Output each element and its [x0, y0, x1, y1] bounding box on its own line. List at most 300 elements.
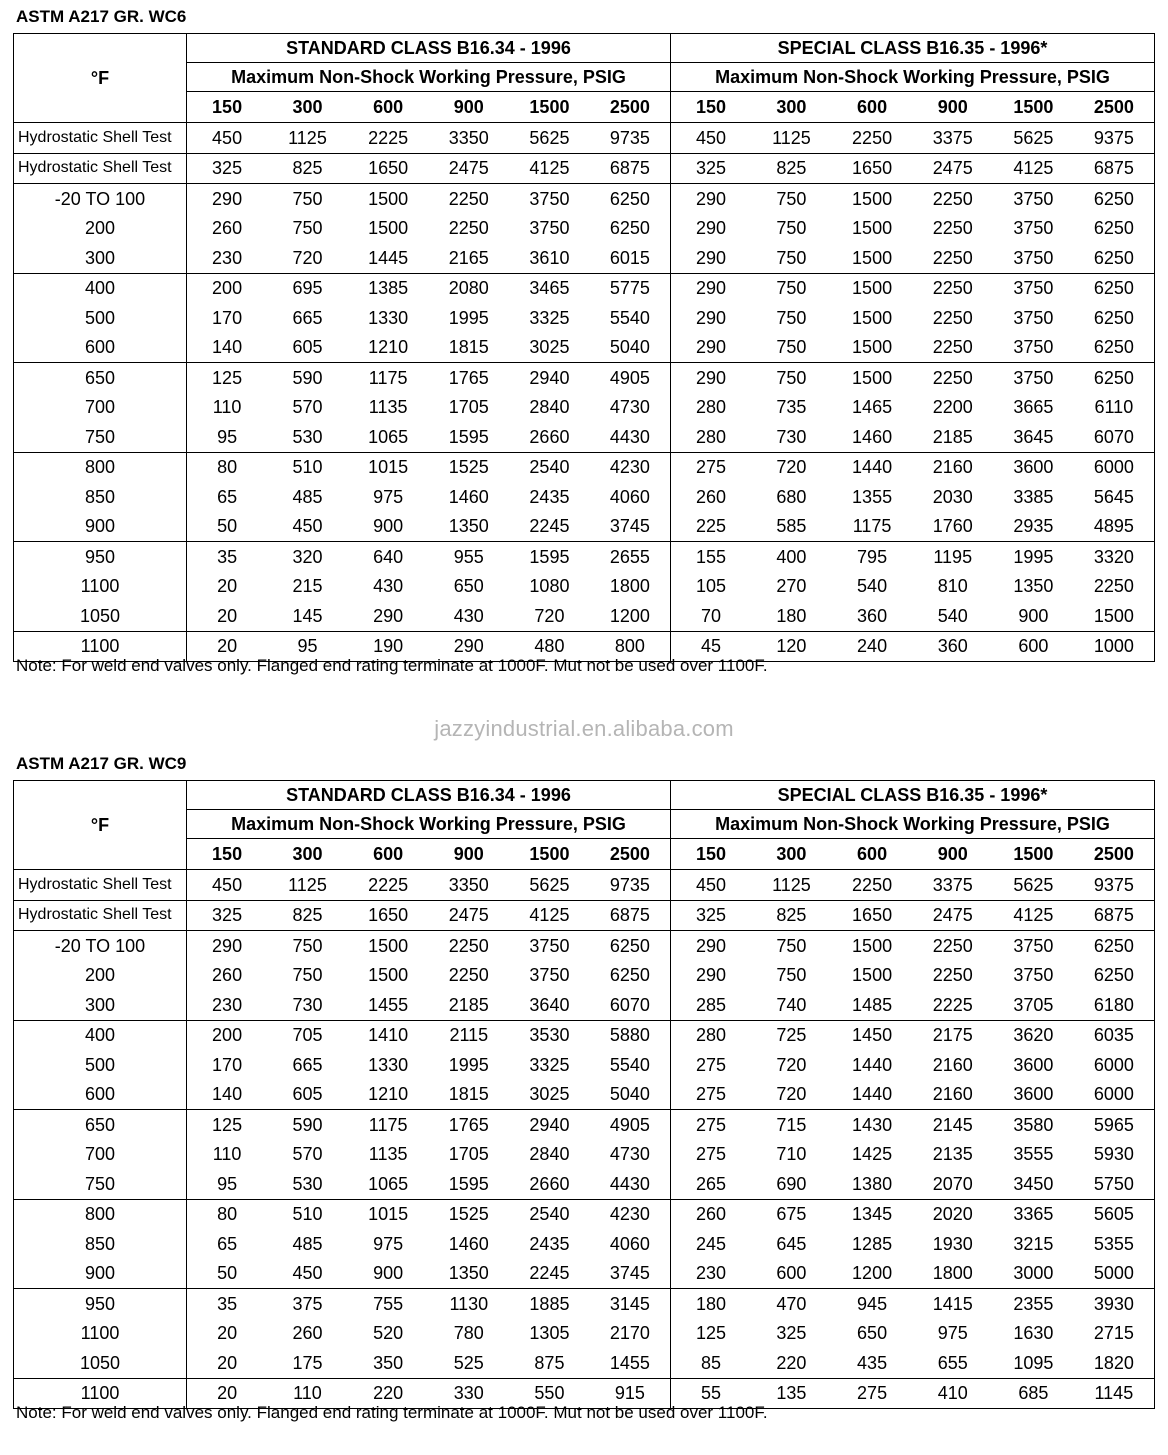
cell-spe-150: 290	[670, 333, 751, 363]
cell-spe-600: 1440	[852, 457, 893, 478]
cell-std-900: 2185	[428, 990, 509, 1020]
cell-std-150: 50	[187, 1259, 268, 1289]
cell-spe-2500: 6250	[1074, 931, 1155, 961]
cell-std-1500: 2245	[509, 512, 590, 542]
class-header-std-150: 150	[187, 839, 268, 870]
cell-spe-2500: 5750	[1074, 1169, 1155, 1199]
row-label: -20 TO 100	[14, 931, 187, 961]
cell-std-900: 1350	[428, 1259, 509, 1289]
cell-std-600: 1650	[348, 900, 429, 931]
cell-std-300: 375	[292, 1293, 323, 1314]
cell-std-2500: 800	[614, 636, 645, 657]
class-header-spe-900: 900	[912, 92, 993, 123]
cell-std-600: 220	[373, 1383, 404, 1404]
cell-std-1500: 3750	[529, 188, 570, 209]
cell-spe-150: 275	[670, 452, 751, 482]
cell-spe-300: 470	[776, 1293, 807, 1314]
cell-std-900: 2250	[448, 965, 489, 986]
cell-std-300: 720	[267, 243, 348, 273]
cell-spe-2500: 1820	[1074, 1348, 1155, 1378]
cell-spe-150: 280	[670, 422, 751, 452]
cell-spe-1500: 600	[1018, 636, 1049, 657]
cell-std-900: 1995	[448, 1054, 489, 1075]
cell-spe-150: 275	[670, 1140, 751, 1170]
table-row	[14, 1140, 1155, 1170]
cell-std-300: 695	[292, 278, 323, 299]
cell-std-300: 730	[267, 990, 348, 1020]
cell-std-2500: 4430	[590, 1169, 671, 1199]
cell-spe-1500: 3750	[993, 243, 1074, 273]
cell-spe-150: 260	[670, 1199, 751, 1229]
cell-spe-1500: 4125	[993, 900, 1074, 931]
cell-std-600: 1500	[368, 218, 409, 239]
cell-spe-600: 275	[857, 1383, 888, 1404]
group-header-special: SPECIAL CLASS B16.35 - 1996*	[670, 781, 1154, 810]
cell-spe-600: 1430	[852, 1114, 893, 1135]
cell-std-600: 1385	[368, 278, 409, 299]
cell-spe-2500: 6250	[1074, 961, 1155, 991]
group-header-standard: STANDARD CLASS B16.34 - 1996	[187, 781, 671, 810]
cell-spe-2500: 1000	[1074, 631, 1155, 662]
cell-std-1500: 3025	[509, 1080, 590, 1110]
cell-std-2500: 4230	[609, 457, 650, 478]
table-note: Note: For weld end valves only. Flanged end rating terminate at 1000F. Mut not be used over 1100F.	[16, 1403, 768, 1422]
cell-spe-1500: 1095	[993, 1348, 1074, 1378]
cell-spe-1500: 3555	[1013, 1144, 1054, 1165]
cell-std-900: 2250	[448, 935, 489, 956]
table-row	[14, 1319, 1155, 1349]
cell-std-600: 1210	[348, 1080, 429, 1110]
cell-spe-150: 450	[670, 870, 751, 901]
row-label: 900	[14, 512, 187, 542]
table-row	[14, 214, 1155, 244]
row-label: 400	[14, 273, 187, 303]
cell-spe-150: 290	[670, 214, 751, 244]
cell-spe-2500: 6250	[1074, 303, 1155, 333]
cell-std-900: 1995	[448, 307, 489, 328]
cell-std-600: 290	[348, 601, 429, 631]
cell-spe-900: 2020	[932, 1204, 973, 1225]
cell-std-600: 1410	[368, 1025, 409, 1046]
cell-std-1500: 480	[534, 636, 565, 657]
cell-std-900: 3350	[428, 870, 509, 901]
cell-std-1500: 2245	[509, 1259, 590, 1289]
row-label: 400	[14, 1020, 187, 1050]
cell-std-900: 430	[428, 601, 509, 631]
subheader-special: Maximum Non-Shock Working Pressure, PSIG	[670, 63, 1154, 92]
cell-spe-300: 725	[776, 1025, 807, 1046]
cell-spe-600: 540	[857, 576, 888, 597]
cell-std-300: 750	[292, 965, 323, 986]
cell-spe-600: 1500	[852, 935, 893, 956]
row-label: 650	[14, 363, 187, 393]
cell-spe-300: 1125	[751, 870, 832, 901]
cell-spe-1500: 3600	[1013, 457, 1054, 478]
cell-std-300: 510	[292, 457, 323, 478]
cell-std-150: 95	[187, 1169, 268, 1199]
watermark: jazzyindustrial.en.alibaba.com	[434, 716, 734, 741]
cell-std-600: 1065	[348, 422, 429, 452]
cell-spe-150: 280	[670, 393, 751, 423]
class-header-spe-600: 600	[832, 92, 913, 123]
cell-spe-2500: 6000	[1074, 1050, 1155, 1080]
cell-std-900: 650	[453, 576, 484, 597]
cell-std-900: 290	[453, 636, 484, 657]
table-row	[14, 153, 1155, 184]
row-label: Hydrostatic Shell Test	[14, 870, 187, 901]
cell-std-2500: 3745	[590, 1259, 671, 1289]
row-label: 1050	[14, 1348, 187, 1378]
cell-std-1500: 2435	[529, 486, 570, 507]
cell-spe-1500: 3750	[1013, 218, 1054, 239]
cell-std-150: 260	[187, 961, 268, 991]
class-header-spe-600: 600	[832, 839, 913, 870]
cell-std-900: 330	[453, 1383, 484, 1404]
cell-spe-300: 220	[751, 1348, 832, 1378]
table-row	[14, 572, 1155, 602]
cell-std-300: 750	[292, 188, 323, 209]
cell-spe-150: 290	[670, 961, 751, 991]
row-label: 800	[14, 452, 187, 482]
row-label: 500	[14, 303, 187, 333]
class-header-std-900: 900	[428, 92, 509, 123]
cell-spe-900: 2185	[912, 422, 993, 452]
cell-std-600: 900	[348, 512, 429, 542]
table-title: ASTM A217 GR. WC6	[16, 7, 187, 26]
cell-std-600: 1015	[368, 457, 409, 478]
cell-std-600: 640	[373, 546, 404, 567]
cell-spe-150: 290	[670, 303, 751, 333]
row-label: 950	[14, 542, 187, 572]
table-row	[14, 1169, 1155, 1199]
cell-std-150: 200	[187, 1020, 268, 1050]
cell-spe-150: 290	[670, 184, 751, 214]
cell-spe-150: 290	[670, 931, 751, 961]
class-header-spe-2500: 2500	[1074, 839, 1155, 870]
cell-spe-600: 2250	[832, 870, 913, 901]
cell-spe-2500: 6875	[1074, 900, 1155, 931]
cell-spe-1500: 3645	[993, 422, 1074, 452]
subheader-standard: Maximum Non-Shock Working Pressure, PSIG	[187, 810, 671, 839]
cell-spe-900: 2250	[932, 218, 973, 239]
cell-spe-2500: 6070	[1074, 422, 1155, 452]
row-label: Hydrostatic Shell Test	[14, 900, 187, 931]
cell-std-1500: 1080	[529, 576, 570, 597]
cell-spe-900: 2160	[912, 1080, 993, 1110]
table-row	[14, 1289, 1155, 1319]
class-header-spe-150: 150	[670, 839, 751, 870]
cell-spe-300: 735	[776, 397, 807, 418]
cell-std-1500: 3750	[529, 218, 570, 239]
cell-spe-300: 720	[776, 1054, 807, 1075]
cell-spe-900: 2250	[912, 243, 993, 273]
cell-std-2500: 4230	[609, 1204, 650, 1225]
cell-spe-1500: 3750	[1013, 965, 1054, 986]
cell-spe-300: 750	[751, 243, 832, 273]
cell-std-1500: 2435	[529, 1233, 570, 1254]
class-header-std-300: 300	[267, 839, 348, 870]
cell-spe-2500: 6250	[1074, 273, 1155, 303]
cell-spe-150: 70	[670, 601, 751, 631]
cell-std-1500: 3025	[509, 333, 590, 363]
cell-std-900: 2115	[449, 1025, 489, 1046]
cell-spe-150: 45	[670, 631, 751, 662]
table-row	[14, 303, 1155, 333]
table-row	[14, 482, 1155, 512]
cell-spe-150: 260	[670, 482, 751, 512]
cell-spe-2500: 6250	[1074, 333, 1155, 363]
cell-spe-600: 1500	[852, 965, 893, 986]
cell-spe-150: 450	[670, 123, 751, 154]
cell-std-150: 450	[187, 123, 268, 154]
row-label: 700	[14, 393, 187, 423]
cell-std-2500: 4060	[609, 1233, 650, 1254]
cell-spe-600: 2250	[832, 123, 913, 154]
cell-std-600: 975	[373, 486, 404, 507]
cell-std-300: 665	[292, 307, 323, 328]
unit-symbol: °F	[14, 781, 187, 870]
cell-std-2500: 5540	[609, 1054, 650, 1075]
cell-spe-2500: 6250	[1074, 363, 1155, 393]
cell-std-150: 125	[187, 363, 268, 393]
cell-spe-2500: 5930	[1074, 1140, 1155, 1170]
cell-std-900: 1130	[449, 1293, 489, 1314]
cell-std-1500: 3750	[529, 965, 570, 986]
cell-spe-2500: 2715	[1074, 1319, 1155, 1349]
cell-std-2500: 9735	[590, 123, 671, 154]
cell-spe-600: 1500	[852, 218, 893, 239]
cell-spe-900: 2475	[912, 153, 993, 184]
cell-spe-300: 825	[751, 153, 832, 184]
cell-std-1500: 2940	[529, 1114, 570, 1135]
cell-spe-1500: 2355	[1013, 1293, 1054, 1314]
cell-spe-900: 810	[937, 576, 968, 597]
cell-spe-2500: 5645	[1074, 482, 1155, 512]
unit-symbol: °F	[14, 34, 187, 123]
cell-spe-300: 675	[776, 1204, 807, 1225]
cell-spe-900: 1195	[933, 546, 973, 567]
cell-std-150: 50	[187, 512, 268, 542]
cell-std-900: 1460	[448, 486, 489, 507]
row-label: 950	[14, 1289, 187, 1319]
cell-spe-900: 2160	[932, 457, 973, 478]
cell-spe-1500: 1630	[1013, 1323, 1054, 1344]
cell-std-600: 2225	[348, 123, 429, 154]
row-label: 600	[14, 333, 187, 363]
cell-spe-1500: 3665	[1013, 397, 1054, 418]
cell-std-1500: 875	[509, 1348, 590, 1378]
cell-spe-600: 795	[857, 546, 888, 567]
table-row	[14, 512, 1155, 542]
cell-std-150: 20	[187, 1319, 268, 1349]
group-header-special: SPECIAL CLASS B16.35 - 1996*	[670, 34, 1154, 63]
cell-spe-150: 55	[670, 1378, 751, 1409]
cell-spe-600: 1425	[852, 1144, 893, 1165]
cell-spe-1500: 3580	[1013, 1114, 1054, 1135]
cell-std-300: 260	[292, 1323, 323, 1344]
cell-spe-300: 600	[751, 1259, 832, 1289]
cell-spe-1500: 3750	[993, 333, 1074, 363]
table-row	[14, 1259, 1155, 1289]
cell-std-2500: 6250	[609, 965, 650, 986]
table-row	[14, 363, 1155, 393]
table-row	[14, 1229, 1155, 1259]
cell-spe-300: 400	[776, 546, 807, 567]
cell-std-2500: 5040	[590, 1080, 671, 1110]
cell-spe-300: 750	[776, 278, 807, 299]
cell-spe-600: 1355	[852, 486, 893, 507]
cell-std-300: 750	[292, 935, 323, 956]
cell-std-1500: 2540	[529, 457, 570, 478]
class-header-std-150: 150	[187, 92, 268, 123]
cell-std-1500: 2840	[529, 1144, 570, 1165]
cell-std-1500: 1305	[529, 1323, 570, 1344]
table-row	[14, 184, 1155, 214]
cell-spe-150: 325	[670, 900, 751, 931]
cell-spe-900: 2250	[932, 367, 973, 388]
cell-spe-900: 2250	[932, 278, 973, 299]
cell-spe-900: 2250	[932, 307, 973, 328]
class-header-std-900: 900	[428, 839, 509, 870]
cell-spe-300: 720	[776, 457, 807, 478]
cell-spe-900: 360	[937, 636, 968, 657]
cell-std-1500: 3750	[529, 935, 570, 956]
table-title: ASTM A217 GR. WC9	[16, 754, 187, 773]
cell-spe-2500: 6250	[1074, 184, 1155, 214]
cell-std-300: 510	[292, 1204, 323, 1225]
cell-std-2500: 3745	[590, 512, 671, 542]
class-header-std-1500: 1500	[509, 92, 590, 123]
cell-std-150: 65	[187, 1229, 268, 1259]
cell-std-600: 1500	[368, 188, 409, 209]
cell-std-150: 325	[187, 900, 268, 931]
cell-std-900: 780	[453, 1323, 484, 1344]
cell-spe-1500: 3365	[1013, 1204, 1054, 1225]
group-header-standard: STANDARD CLASS B16.34 - 1996	[187, 34, 671, 63]
cell-spe-300: 690	[751, 1169, 832, 1199]
cell-spe-2500: 9375	[1074, 870, 1155, 901]
cell-std-600: 1500	[368, 935, 409, 956]
cell-spe-1500: 3450	[993, 1169, 1074, 1199]
cell-std-600: 2225	[348, 870, 429, 901]
cell-std-1500: 5625	[509, 123, 590, 154]
cell-spe-300: 270	[776, 576, 807, 597]
cell-spe-900: 2250	[932, 188, 973, 209]
cell-std-150: 80	[187, 452, 268, 482]
cell-std-300: 320	[292, 546, 323, 567]
table-body	[14, 870, 1155, 1409]
cell-std-150: 80	[187, 1199, 268, 1229]
cell-std-300: 570	[292, 1144, 323, 1165]
cell-std-300: 570	[292, 397, 323, 418]
table-row	[14, 333, 1155, 363]
cell-spe-900: 2030	[932, 486, 973, 507]
row-label: 650	[14, 1110, 187, 1140]
table-row	[14, 990, 1155, 1020]
cell-std-150: 230	[187, 243, 268, 273]
cell-spe-900: 975	[937, 1323, 968, 1344]
cell-std-2500: 6875	[590, 900, 671, 931]
table-row	[14, 870, 1155, 901]
cell-spe-1500: 3750	[1013, 307, 1054, 328]
cell-std-150: 260	[187, 214, 268, 244]
cell-spe-1500: 3750	[1013, 188, 1054, 209]
class-header-spe-300: 300	[751, 839, 832, 870]
cell-spe-600: 1500	[852, 278, 893, 299]
cell-spe-900: 2135	[932, 1144, 973, 1165]
cell-std-2500: 6070	[590, 990, 671, 1020]
row-label: 850	[14, 482, 187, 512]
cell-spe-300: 120	[776, 636, 807, 657]
cell-spe-1500: 3600	[993, 1080, 1074, 1110]
cell-spe-600: 1500	[852, 307, 893, 328]
row-label: -20 TO 100	[14, 184, 187, 214]
cell-spe-600: 240	[857, 636, 888, 657]
cell-std-2500: 5540	[609, 307, 650, 328]
table-row	[14, 1110, 1155, 1140]
cell-spe-1500: 3750	[1013, 367, 1054, 388]
cell-std-1500: 2540	[529, 1204, 570, 1225]
cell-std-1500: 1595	[529, 546, 570, 567]
cell-std-2500: 4905	[609, 1114, 650, 1135]
cell-std-2500: 3145	[609, 1293, 650, 1314]
cell-spe-150: 265	[670, 1169, 751, 1199]
row-label: 300	[14, 243, 187, 273]
row-label: 1100	[14, 1378, 187, 1409]
cell-spe-2500: 3930	[1074, 1289, 1155, 1319]
class-header-spe-2500: 2500	[1074, 92, 1155, 123]
cell-spe-1500: 3620	[1013, 1025, 1054, 1046]
row-label: Hydrostatic Shell Test	[14, 153, 187, 184]
row-label: 1100	[14, 572, 187, 602]
cell-std-600: 1135	[368, 397, 408, 418]
cell-std-1500: 5625	[509, 870, 590, 901]
cell-spe-900: 2250	[932, 935, 973, 956]
cell-spe-600: 1285	[852, 1233, 893, 1254]
cell-spe-300: 585	[751, 512, 832, 542]
cell-spe-900: 2475	[912, 900, 993, 931]
cell-std-900: 1705	[448, 1144, 489, 1165]
cell-std-2500: 4730	[609, 1144, 650, 1165]
cell-spe-600: 1500	[832, 243, 913, 273]
cell-spe-600: 1465	[852, 397, 893, 418]
cell-std-150: 95	[187, 422, 268, 452]
cell-std-1500: 2940	[529, 367, 570, 388]
cell-std-900: 3350	[428, 123, 509, 154]
cell-spe-900: 2250	[912, 333, 993, 363]
table-row	[14, 542, 1155, 572]
cell-spe-900: 2250	[932, 965, 973, 986]
row-label: 200	[14, 961, 187, 991]
cell-std-1500: 3465	[529, 278, 570, 299]
cell-std-2500: 6250	[609, 218, 650, 239]
cell-spe-300: 180	[751, 601, 832, 631]
table-row	[14, 1080, 1155, 1110]
cell-std-600: 1330	[368, 307, 409, 328]
cell-std-1500: 4125	[509, 153, 590, 184]
cell-spe-2500: 2250	[1074, 572, 1155, 602]
cell-std-1500: 2660	[509, 422, 590, 452]
cell-std-150: 20	[187, 1348, 268, 1378]
cell-spe-600: 435	[832, 1348, 913, 1378]
cell-std-2500: 4430	[590, 422, 671, 452]
cell-std-600: 1210	[348, 333, 429, 363]
cell-spe-150: 325	[670, 153, 751, 184]
cell-spe-900: 2200	[932, 397, 973, 418]
cell-std-150: 20	[187, 1378, 268, 1409]
cell-std-600: 1175	[368, 367, 408, 388]
cell-std-900: 2250	[448, 188, 489, 209]
